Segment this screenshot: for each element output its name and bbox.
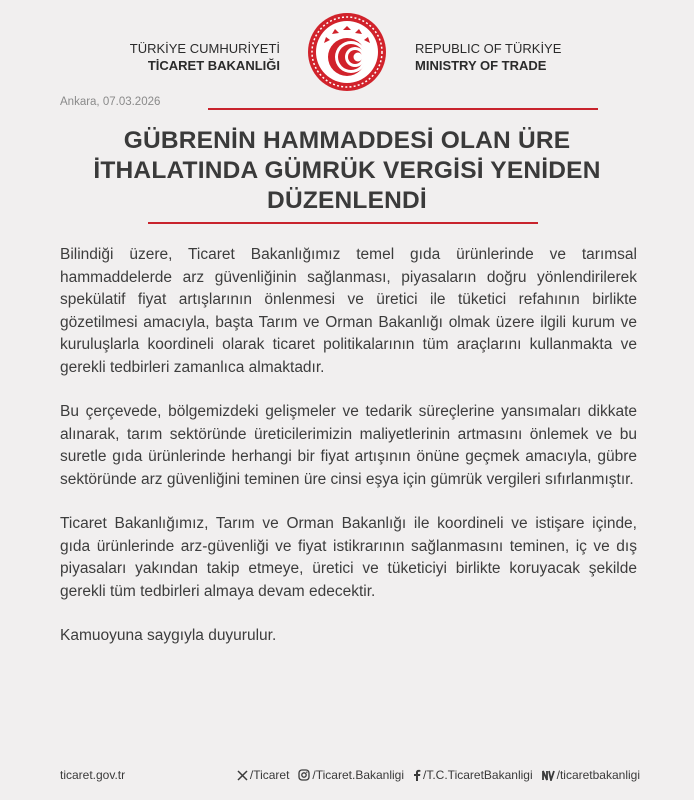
nsosyal-icon xyxy=(542,770,555,781)
social-handle: /ticaretbakanligi xyxy=(556,768,640,782)
date-label: Ankara, 07.03.2026 xyxy=(60,96,161,108)
social-handle: /T.C.TicaretBakanligi xyxy=(423,768,533,782)
social-link-instagram[interactable] xyxy=(298,768,404,782)
ministry-name-tr: TİCARET BAKANLIĞI xyxy=(147,58,280,73)
country-name-tr: TÜRKİYE CUMHURİYETİ xyxy=(129,41,280,56)
closing-line: Kamuoyuna saygıyla duyurulur. xyxy=(60,627,277,644)
social-link-nsosyal[interactable] xyxy=(542,768,640,782)
x-icon xyxy=(237,770,248,781)
paragraph: Ticaret Bakanlığımız, Tarım ve Orman Bakanlığı ile koordineli ve istişare içinde, gıda ürünlerinde arz-güvenliği ve fiyat istikrarının sağlanmasını teminen, iç ve dış piyasaları yakından takip etmeye, üretici ve tüketiciyi birlikte koruyacak şekilde gerekli tüm tedbirleri almaya devam edecektir. xyxy=(60,515,637,600)
instagram-icon xyxy=(298,769,310,781)
title-divider xyxy=(148,222,538,224)
social-links xyxy=(237,768,640,782)
country-name-en: REPUBLIC OF TÜRKİYE xyxy=(415,41,562,56)
paragraph: Bilindiği üzere, Ticaret Bakanlığımız temel gıda ürünlerinde ve tarımsal hammaddelerde arz güvenliğinin sağlanması, piyasaların doğru yönlendirilerek spekülatif fiyat artışlarının önlenmesi ve üretici ile tüketici refahının birlikte gözetilmesi amacıyla, başta Tarım ve Orman Bakanlığı olmak üzere ilgili kurum ve kuruluşlarla koordineli olarak ticaret politikalarının tüm araçlarını kullanmakta ve gerekli tedbirleri zamanlıca almaktadır. xyxy=(60,246,637,376)
facebook-icon xyxy=(413,769,421,781)
letterhead-left-tr xyxy=(88,40,280,74)
social-link-x[interactable] xyxy=(237,768,290,782)
top-divider xyxy=(208,108,598,110)
ministry-name-en: MINISTRY OF TRADE xyxy=(415,58,547,73)
press-release-title: GÜBRENİN HAMMADDESİ OLAN ÜRE İTHALATINDA GÜMRÜK VERGİSİ YENİDEN DÜZENLENDİ xyxy=(93,127,601,214)
social-link-facebook[interactable] xyxy=(413,768,533,782)
ministry-emblem-icon xyxy=(307,12,387,92)
date-row xyxy=(60,96,640,112)
social-handle: /Ticaret xyxy=(249,768,290,782)
paragraph: Bu çerçevede, bölgemizdeki gelişmeler ve tedarik süreçlerine yansımaları dikkate alınarak, tarım sektöründe üreticilerimizin maliyetlerinin artmasını önlemek ve bu suretle gıda ürünlerinde herhangi bir fiyat artışının önüne geçmek amacıyla, gübre sektöründe arz güvenliğini teminen üre cinsi eşya için gümrük vergileri sıfırlanmıştır. xyxy=(60,403,637,488)
footer xyxy=(60,768,640,786)
website-link[interactable]: ticaret.gov.tr xyxy=(60,768,126,782)
press-release-body xyxy=(60,244,637,670)
letterhead-right-en xyxy=(415,40,615,74)
social-handle: /Ticaret.Bakanligi xyxy=(312,768,405,782)
letterhead xyxy=(0,0,694,92)
